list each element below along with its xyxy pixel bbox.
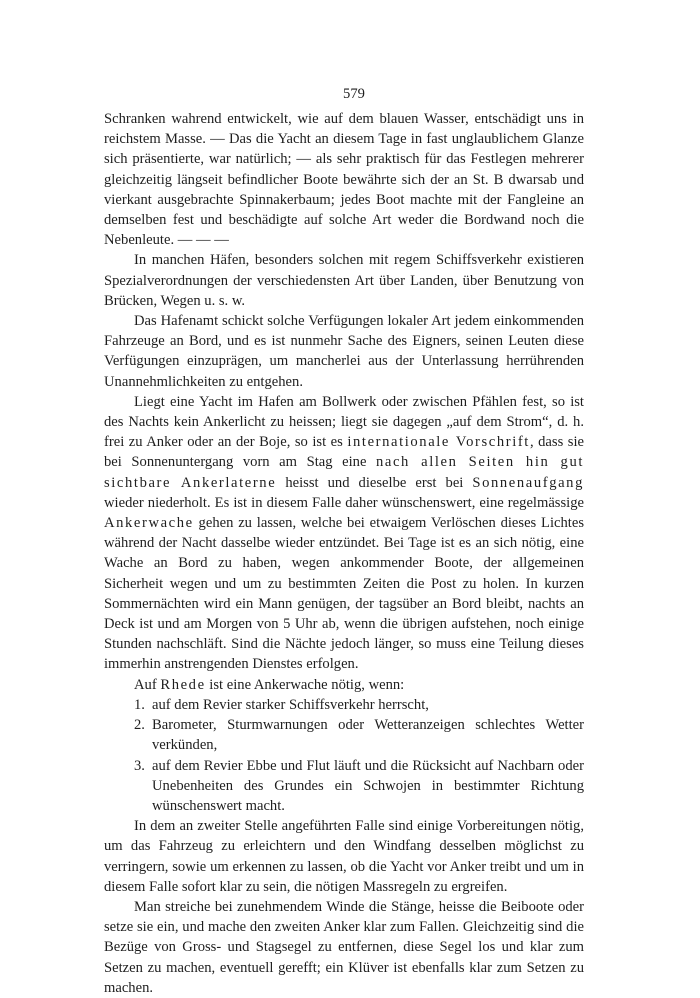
list-text: auf dem Revier Ebbe und Flut läuft und die Rücksicht auf Nachbarn oder Unebenheiten des Grundes ein Schwojen in bestimmter Richtung wünschenswert macht.: [152, 757, 584, 814]
list-number: 2.: [134, 717, 145, 734]
anchor-lantern-emphasis: nach allen Seiten hin gut sichtbare Ankerlaterne: [104, 454, 584, 491]
international-rule-emphasis: internationale Vorschrift: [347, 434, 530, 451]
list-text: Barometer, Sturmwarnungen oder Wetteranzeigen schlechtes Wetter verkünden,: [152, 717, 584, 754]
anchor-watch-intro: [104, 675, 584, 695]
anchor-light-text-4: wieder niederholt. Es ist in diesem Falle daher wünschenswert, eine regelmässige: [104, 494, 584, 511]
sunrise-emphasis: Sonnenaufgang: [472, 474, 584, 491]
page-number: 579: [343, 86, 365, 102]
paragraph-preparations: In dem an zweiter Stelle angeführten Falle sind einige Vorbereitungen nötig, um das Fahrzeug zu erleichtern und den Windfang desselben möglichst zu verringern, sowie um erkennen zu lassen, ob die Yacht vor Anker treibt und um in diesem Falle sofort klar zu sein, die nötigen Massregeln zu ergreifen.: [104, 818, 584, 895]
anchor-watch-emphasis: Ankerwache: [104, 515, 194, 532]
anchor-intro-after: ist eine Ankerwache nötig, wenn:: [205, 676, 405, 693]
list-number: 1.: [134, 696, 145, 713]
anchor-watch-conditions: [104, 695, 584, 816]
rhede-emphasis: Rhede: [160, 676, 206, 693]
book-page: [104, 84, 584, 998]
list-item: [104, 695, 584, 715]
paragraph-strike-topmast: Man streiche bei zunehmendem Winde die Stänge, heisse die Beiboote oder setze sie ein, und mache den zweiten Anker klar zum Fallen. Gleichzeitig sind die Bezüge von Gross- und Stagsegel zu entfernen, diese Segel los und klar zum Setzen zu machen, eventuell gerefft; ein Klüver ist ebenfalls klar zum Setzen zu machen.: [104, 898, 584, 996]
anchor-light-text-3: heisst und dieselbe erst bei: [276, 474, 473, 491]
paragraph-anchor-light: [104, 392, 584, 675]
paragraph-harbour-office: Das Hafenamt schickt solche Verfügungen lokaler Art jedem einkommenden Fahrzeuge an Bord, und es ist nunmehr Sache des Eigners, seinen Leuten diese Verfügungen einzuprägen, um mancherlei aus der Unterlassung herrührenden Unannehmlichkeiten zu entgehen.: [104, 313, 584, 390]
list-item: [104, 715, 584, 755]
list-item: [104, 756, 584, 817]
list-number: 3.: [134, 757, 145, 774]
paragraph-harbour-regulations: In manchen Häfen, besonders solchen mit regem Schiffsverkehr existieren Spezialverordnungen der verschiedensten Art über Landen, über Benutzung von Brücken, Wegen u. s. w.: [104, 252, 584, 309]
anchor-light-text-5: gehen zu lassen, welche bei etwaigem Verlöschen dieses Lichtes während der Nacht dasselbe wieder entzündet. Bei Tage ist es an sich nötig, eine Wache an Bord zu haben, wegen ankommender Boote, der allgemeinen Sicherheit wegen und um zu bestimmten Zeiten die Post zu holen. In kurzen Sommernächten wird ein Mann genügen, der tagsüber an Bord bleibt, nachts an Deck ist und am Morgen von 5 Uhr ab, wenn die übrigen aufstehen, noch einige Stunden nachschläft. Sind die Nächte jedoch länger, so muss eine Teilung dieses immerhin anstrengenden Dienstes erfolgen.: [104, 515, 584, 673]
anchor-light-text-2: , dass sie bei Sonnenuntergang vorn am Stag eine: [104, 434, 585, 471]
paragraph-yacht-guests: Schranken wahrend entwickelt, wie auf dem blauen Wasser, entschädigt uns in reichstem Masse. — Das die Yacht an diesem Tage in fast unglaublichem Glanze sich präsentierte, war natürlich; — als sehr praktisch für das Festlegen mehrerer gleichzeitig längseit befindlicher Boote bewährte sich der an St. B dwarsab und vierkant ausgebrachte Spinnakerbaum; jedes Boot machte mit der Fangleine an demselben fest und beschädigte auf solche Art weder die Bordwand noch die Nebenleute. — — —: [104, 111, 584, 249]
list-text: auf dem Revier starker Schiffsverkehr herrscht,: [152, 696, 429, 713]
anchor-intro-before: Auf: [134, 676, 161, 693]
anchor-light-text-1: Liegt eine Yacht im Hafen am Bollwerk oder zwischen Pfählen fest, so ist des Nachts kein Ankerlicht zu heissen; liegt sie dagegen „auf dem Strom“, d. h. frei zu Anker oder an der Boje, so ist es: [104, 393, 584, 451]
